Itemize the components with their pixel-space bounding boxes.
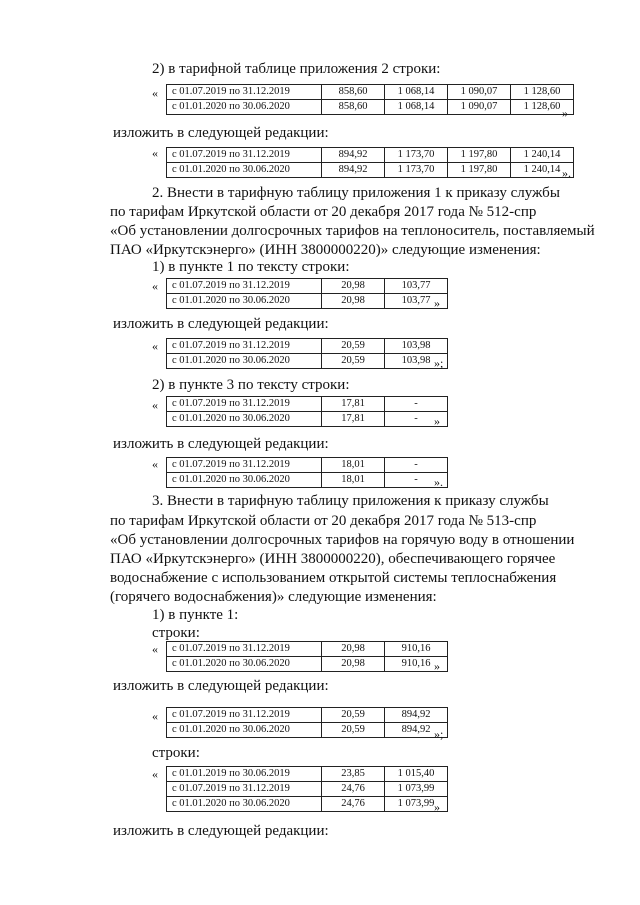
tariff-table (166, 707, 448, 738)
table-row (167, 708, 448, 723)
value-cell: - (385, 397, 448, 412)
value-cell: 103,98 (385, 354, 448, 369)
tariff-table (166, 641, 448, 672)
value-cell: 1 015,40 (385, 767, 448, 782)
close-quote: » (434, 296, 440, 310)
value-cell: 20,59 (322, 354, 385, 369)
period-cell: с 01.07.2019 по 31.12.2019 (167, 397, 322, 412)
close-quote: » (434, 800, 440, 814)
period-cell: с 01.01.2020 по 30.06.2020 (167, 354, 322, 369)
table-row (167, 767, 448, 782)
period-cell: с 01.07.2019 по 31.12.2019 (167, 708, 322, 723)
table-row (167, 458, 448, 473)
value-cell: 894,92 (385, 708, 448, 723)
table-row (167, 163, 574, 178)
tariff-table (166, 338, 448, 369)
s3-point1: 1) в пункте 1: (152, 607, 239, 623)
table-row (167, 354, 448, 369)
value-cell: 24,76 (322, 782, 385, 797)
period-cell: с 01.07.2019 по 31.12.2019 (167, 339, 322, 354)
tariff-table (166, 457, 448, 488)
value-cell: 20,59 (322, 708, 385, 723)
period-cell: с 01.01.2020 по 30.06.2020 (167, 657, 322, 672)
replace-label: изложить в следующей редакции: (113, 316, 329, 332)
value-cell: - (385, 412, 448, 427)
open-quote: « (152, 709, 158, 723)
value-cell: 18,01 (322, 473, 385, 488)
table-row (167, 397, 448, 412)
table-row (167, 412, 448, 427)
value-cell: 103,77 (385, 279, 448, 294)
close-quote: » (434, 414, 440, 428)
tariff-table (166, 147, 574, 178)
tariff-table (166, 396, 448, 427)
value-cell: 20,98 (322, 294, 385, 309)
value-cell: 894,92 (322, 148, 385, 163)
value-cell: - (385, 458, 448, 473)
value-cell: 24,76 (322, 797, 385, 812)
open-quote: « (152, 86, 158, 100)
item2-heading: 2) в тарифной таблице приложения 2 строки: (152, 61, 441, 77)
table-row (167, 797, 448, 812)
period-cell: с 01.07.2019 по 31.12.2019 (167, 148, 322, 163)
value-cell: 1 240,14 (511, 163, 574, 178)
tariff-table (166, 84, 574, 115)
table-row (167, 339, 448, 354)
replace-label: изложить в следующей редакции: (113, 678, 329, 694)
value-cell: 894,92 (385, 723, 448, 738)
table-row (167, 657, 448, 672)
rows-label: строки: (152, 745, 200, 761)
open-quote: « (152, 642, 158, 656)
value-cell: 103,77 (385, 294, 448, 309)
section3-line: водоснабжение с использованием открытой системы теплоснабжения (110, 570, 557, 586)
s2-point3: 2) в пункте 3 по тексту строки: (152, 377, 350, 393)
period-cell: с 01.01.2020 по 30.06.2020 (167, 163, 322, 178)
close-quote: » (434, 659, 440, 673)
table-row (167, 294, 448, 309)
open-quote: « (152, 146, 158, 160)
section2-line: по тарифам Иркутской области от 20 декабря 2017 года № 512-спр (110, 204, 537, 220)
section2-line: «Об установлении долгосрочных тарифов на теплоноситель, поставляемый (110, 223, 595, 239)
open-quote: « (152, 457, 158, 471)
value-cell: 1 197,80 (448, 148, 511, 163)
value-cell: - (385, 473, 448, 488)
section3-line: ПАО «Иркутскэнерго» (ИНН 3800000220), обеспечивающего горячее (110, 551, 556, 567)
section3-line: (горячего водоснабжения)» следующие изменения: (110, 589, 437, 605)
close-quote: ». (562, 166, 571, 180)
period-cell: с 01.07.2019 по 31.12.2019 (167, 782, 322, 797)
open-quote: « (152, 398, 158, 412)
value-cell: 1 068,14 (385, 85, 448, 100)
table-row (167, 473, 448, 488)
period-cell: с 01.07.2019 по 31.12.2019 (167, 642, 322, 657)
period-cell: с 01.07.2019 по 31.12.2019 (167, 279, 322, 294)
table-row (167, 782, 448, 797)
table-row (167, 279, 448, 294)
value-cell: 894,92 (322, 163, 385, 178)
table-row (167, 85, 574, 100)
period-cell: с 01.01.2019 по 30.06.2019 (167, 767, 322, 782)
rows-label: строки: (152, 625, 200, 641)
table-row (167, 723, 448, 738)
value-cell: 1 068,14 (385, 100, 448, 115)
close-quote: ». (434, 475, 443, 489)
s2-point1: 1) в пункте 1 по тексту строки: (152, 259, 350, 275)
value-cell: 858,60 (322, 100, 385, 115)
tariff-table (166, 278, 448, 309)
period-cell: с 01.01.2020 по 30.06.2020 (167, 473, 322, 488)
value-cell: 1 197,80 (448, 163, 511, 178)
value-cell: 17,81 (322, 397, 385, 412)
section3-line: 3. Внести в тарифную таблицу приложения к приказу службы (152, 493, 549, 509)
period-cell: с 01.07.2019 по 31.12.2019 (167, 458, 322, 473)
open-quote: « (152, 279, 158, 293)
value-cell: 1 128,60 (511, 85, 574, 100)
value-cell: 1 173,70 (385, 163, 448, 178)
close-quote: »; (434, 356, 444, 370)
open-quote: « (152, 767, 158, 781)
period-cell: с 01.01.2020 по 30.06.2020 (167, 797, 322, 812)
section2-line: 2. Внести в тарифную таблицу приложения 1 к приказу службы (152, 185, 560, 201)
period-cell: с 01.01.2020 по 30.06.2020 (167, 723, 322, 738)
close-quote: » (562, 106, 568, 120)
value-cell: 20,59 (322, 339, 385, 354)
value-cell: 1 073,99 (385, 782, 448, 797)
replace-label: изложить в следующей редакции: (113, 125, 329, 141)
section2-line: ПАО «Иркутскэнерго» (ИНН 3800000220)» следующие изменения: (110, 242, 541, 258)
value-cell: 20,98 (322, 657, 385, 672)
period-cell: с 01.01.2020 по 30.06.2020 (167, 294, 322, 309)
table-row (167, 100, 574, 115)
close-quote: »; (434, 727, 444, 741)
value-cell: 20,98 (322, 642, 385, 657)
value-cell: 103,98 (385, 339, 448, 354)
value-cell: 17,81 (322, 412, 385, 427)
value-cell: 23,85 (322, 767, 385, 782)
period-cell: с 01.01.2020 по 30.06.2020 (167, 100, 322, 115)
value-cell: 1 090,07 (448, 100, 511, 115)
open-quote: « (152, 339, 158, 353)
value-cell: 1 240,14 (511, 148, 574, 163)
table-row (167, 148, 574, 163)
value-cell: 20,98 (322, 279, 385, 294)
table-row (167, 642, 448, 657)
value-cell: 858,60 (322, 85, 385, 100)
value-cell: 910,16 (385, 657, 448, 672)
period-cell: с 01.01.2020 по 30.06.2020 (167, 412, 322, 427)
value-cell: 1 090,07 (448, 85, 511, 100)
value-cell: 910,16 (385, 642, 448, 657)
section3-line: по тарифам Иркутской области от 20 декабря 2017 года № 513-спр (110, 513, 537, 529)
replace-label: изложить в следующей редакции: (113, 823, 329, 839)
period-cell: с 01.07.2019 по 31.12.2019 (167, 85, 322, 100)
tariff-table (166, 766, 448, 812)
value-cell: 1 073,99 (385, 797, 448, 812)
value-cell: 1 128,60 (511, 100, 574, 115)
value-cell: 18,01 (322, 458, 385, 473)
section3-line: «Об установлении долгосрочных тарифов на горячую воду в отношении (110, 532, 575, 548)
value-cell: 20,59 (322, 723, 385, 738)
value-cell: 1 173,70 (385, 148, 448, 163)
replace-label: изложить в следующей редакции: (113, 436, 329, 452)
